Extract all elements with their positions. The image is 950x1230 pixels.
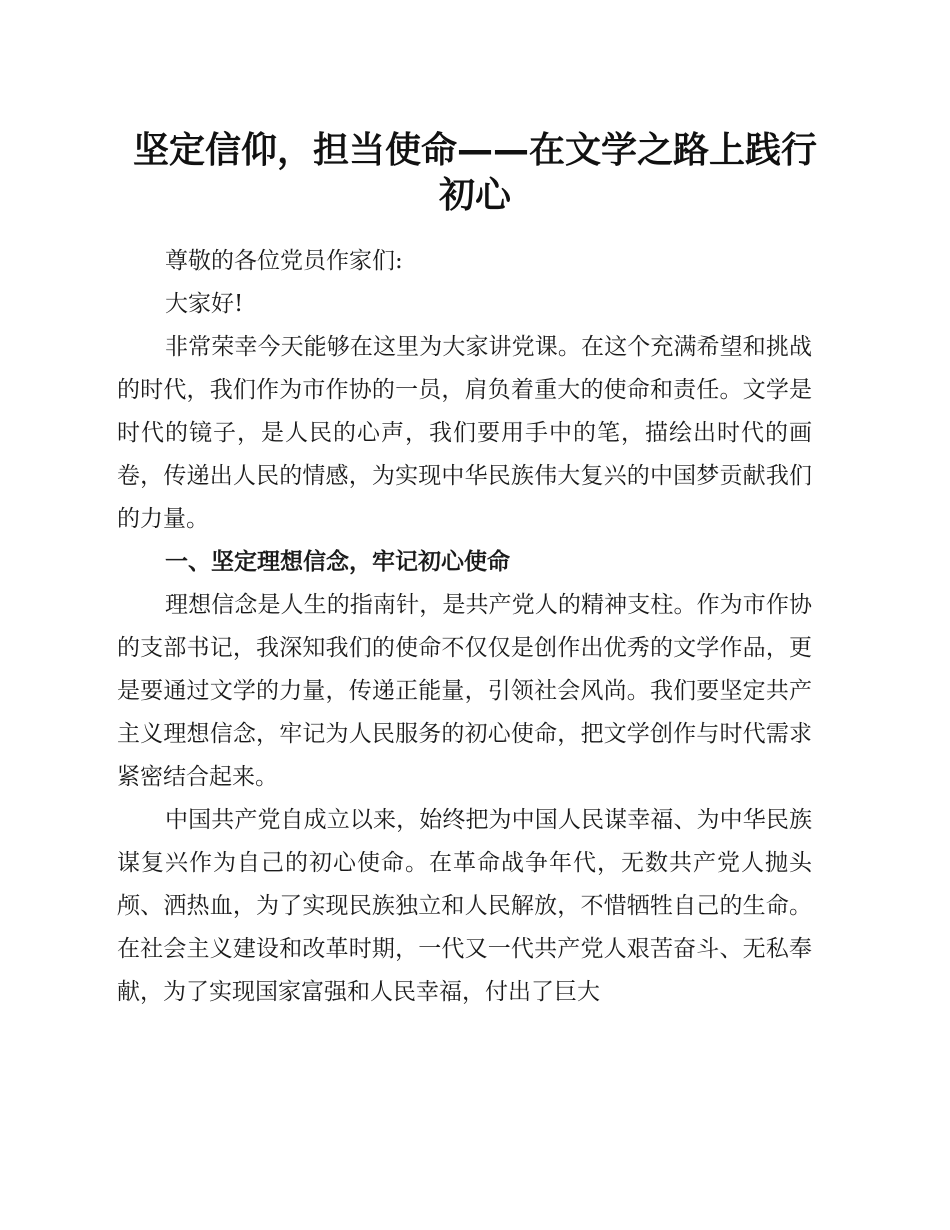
salutation: 尊敬的各位党员作家们:: [165, 248, 403, 274]
intro-paragraph: 非常荣幸今天能够在这里为大家讲党课。在这个充满希望和挑战的时代，我们作为市作协的一员，肩负着重大的使命和责任。文学是时代的镜子，是人民的心声，我们要用手中的笔，描绘出时代的画卷，传递出人民的情感，为实现中华民族伟大复兴的中国梦贡献我们的力量。: [117, 334, 812, 532]
greeting: 大家好!: [165, 291, 244, 317]
document-title: 坚定信仰，担当使命——在文学之路上践行初心: [132, 130, 817, 216]
section-paragraph: 理想信念是人生的指南针，是共产党人的精神支柱。作为市作协的支部书记，我深知我们的使命不仅仅是创作出优秀的文学作品，更是要通过文学的力量，传递正能量，引领社会风尚。我们要坚定共产主义理想信念，牢记为人民服务的初心使命，把文学创作与时代需求紧密结合起来。: [117, 592, 812, 790]
section-paragraph: 中国共产党自成立以来，始终把为中国人民谋幸福、为中华民族谋复兴作为自己的初心使命。在革命战争年代，无数共产党人抛头颅、洒热血，为了实现民族独立和人民解放，不惜牺牲自己的生命。在社会主义建设和改革时期，一代又一代共产党人艰苦奋斗、无私奉献，为了实现国家富强和人民幸福，付出了巨大: [117, 807, 812, 1005]
section-heading: 一、坚定理想信念，牢记初心使命: [165, 549, 510, 575]
document-body: [117, 240, 812, 1014]
